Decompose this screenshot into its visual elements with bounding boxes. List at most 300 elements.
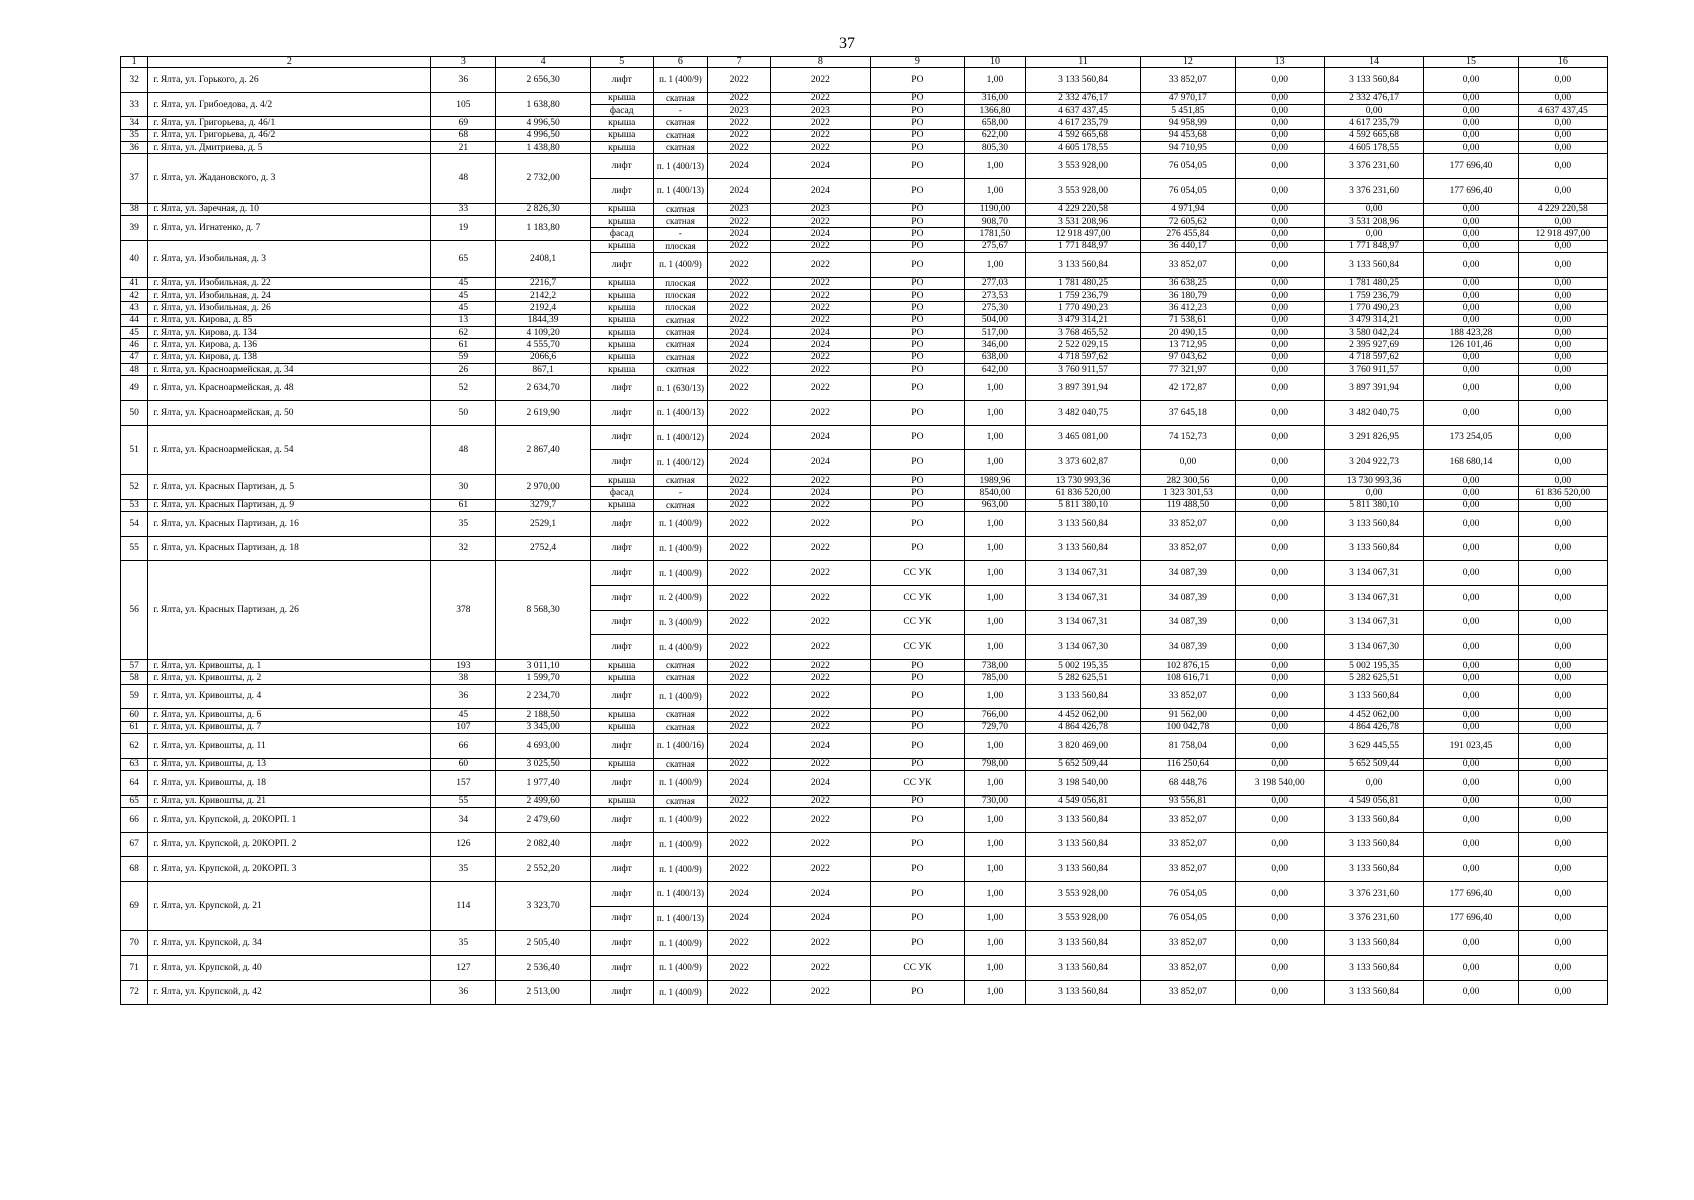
volume: 504,00 (965, 314, 1026, 326)
cost-item-14: 1 759 236,79 (1324, 289, 1424, 301)
volume: 658,00 (965, 117, 1026, 129)
total-cost: 3 133 560,84 (1025, 980, 1140, 1005)
volume: 1,00 (965, 832, 1026, 857)
row-number: 48 (121, 363, 148, 375)
year-end: 2022 (771, 857, 871, 882)
cost-item-12: 91 562,00 (1141, 709, 1235, 721)
building-area: 2066,6 (496, 351, 590, 363)
volume: 766,00 (965, 709, 1026, 721)
year-end: 2024 (771, 228, 871, 240)
volume: 1,00 (965, 450, 1026, 475)
year-start: 2022 (708, 758, 771, 770)
cell-col-3: 34 (431, 807, 496, 832)
cost-item-14: 1 781 480,25 (1324, 277, 1424, 289)
column-header: 4 (496, 57, 590, 68)
cost-item-12: 81 758,04 (1141, 733, 1235, 758)
row-number: 51 (121, 425, 148, 474)
year-start: 2024 (708, 487, 771, 499)
year-end: 2022 (771, 709, 871, 721)
cost-item-12: 33 852,07 (1141, 832, 1235, 857)
building-address: г. Ялта, ул. Крупской, д. 20КОРП. 1 (148, 807, 431, 832)
cost-item-12: 33 852,07 (1141, 252, 1235, 277)
work-detail: плоская (653, 302, 708, 314)
fund-method: РО (870, 129, 964, 141)
fund-method: РО (870, 376, 964, 401)
cell-col-3: 36 (431, 684, 496, 709)
cost-item-13: 0,00 (1235, 881, 1324, 906)
table-row (121, 807, 1608, 832)
table-row (121, 339, 1608, 351)
row-number: 69 (121, 881, 148, 930)
cost-item-16: 0,00 (1518, 178, 1607, 203)
year-start: 2022 (708, 474, 771, 486)
total-cost: 3 897 391,94 (1025, 376, 1140, 401)
column-header: 6 (653, 57, 708, 68)
volume: 738,00 (965, 659, 1026, 671)
cost-item-13: 0,00 (1235, 105, 1324, 117)
cost-item-16: 0,00 (1518, 931, 1607, 956)
cost-item-12: 36 412,23 (1141, 302, 1235, 314)
cell-col-3: 378 (431, 561, 496, 660)
cell-col-3: 45 (431, 277, 496, 289)
row-number: 40 (121, 240, 148, 277)
year-start: 2022 (708, 684, 771, 709)
cost-item-15: 0,00 (1424, 141, 1518, 153)
work-type: лифт (590, 684, 653, 709)
year-start: 2022 (708, 536, 771, 561)
volume: 1,00 (965, 68, 1026, 93)
building-address: г. Ялта, ул. Крупской, д. 21 (148, 881, 431, 930)
building-area: 2 634,70 (496, 376, 590, 401)
building-address: г. Ялта, ул. Кирова, д. 134 (148, 326, 431, 338)
cost-item-13: 0,00 (1235, 277, 1324, 289)
cost-item-13: 0,00 (1235, 474, 1324, 486)
cost-item-16: 0,00 (1518, 351, 1607, 363)
volume: 316,00 (965, 92, 1026, 104)
cost-item-12: 100 042,78 (1141, 721, 1235, 733)
repair-schedule-table (120, 56, 1608, 1005)
cost-item-16: 0,00 (1518, 659, 1607, 671)
fund-method: РО (870, 511, 964, 536)
year-end: 2022 (771, 807, 871, 832)
cost-item-15: 0,00 (1424, 511, 1518, 536)
fund-method: РО (870, 178, 964, 203)
building-area: 2 619,90 (496, 400, 590, 425)
cost-item-14: 3 531 208,96 (1324, 215, 1424, 227)
column-header: 15 (1424, 57, 1518, 68)
year-end: 2022 (771, 474, 871, 486)
work-detail: скатная (653, 339, 708, 351)
cost-item-15: 0,00 (1424, 92, 1518, 104)
volume: 1989,96 (965, 474, 1026, 486)
row-number: 72 (121, 980, 148, 1005)
cost-item-16: 0,00 (1518, 474, 1607, 486)
work-type: крыша (590, 240, 653, 252)
cost-item-14: 13 730 993,36 (1324, 474, 1424, 486)
cost-item-15: 0,00 (1424, 672, 1518, 684)
year-start: 2024 (708, 339, 771, 351)
cost-item-13: 0,00 (1235, 536, 1324, 561)
building-area: 3 025,50 (496, 758, 590, 770)
work-detail: п. 1 (400/9) (653, 684, 708, 709)
cost-item-14: 5 282 625,51 (1324, 672, 1424, 684)
work-detail: п. 1 (400/9) (653, 68, 708, 93)
cost-item-13: 0,00 (1235, 487, 1324, 499)
year-end: 2022 (771, 610, 871, 635)
cost-item-14: 3 482 040,75 (1324, 400, 1424, 425)
cost-item-15: 0,00 (1424, 832, 1518, 857)
cost-item-14: 3 133 560,84 (1324, 807, 1424, 832)
cost-item-13: 0,00 (1235, 659, 1324, 671)
fund-method: СС УК (870, 635, 964, 660)
work-detail: п. 1 (400/9) (653, 561, 708, 586)
work-type: крыша (590, 709, 653, 721)
cost-item-14: 3 133 560,84 (1324, 955, 1424, 980)
building-area: 3 345,00 (496, 721, 590, 733)
work-detail: плоская (653, 240, 708, 252)
cell-col-3: 114 (431, 881, 496, 930)
work-type: лифт (590, 252, 653, 277)
column-header: 14 (1324, 57, 1424, 68)
year-end: 2024 (771, 487, 871, 499)
fund-method: РО (870, 474, 964, 486)
cost-item-12: 13 712,95 (1141, 339, 1235, 351)
volume: 275,30 (965, 302, 1026, 314)
cost-item-16: 0,00 (1518, 376, 1607, 401)
work-type: лифт (590, 68, 653, 93)
cost-item-14: 4 617 235,79 (1324, 117, 1424, 129)
cost-item-12: 102 876,15 (1141, 659, 1235, 671)
row-number: 63 (121, 758, 148, 770)
year-start: 2022 (708, 499, 771, 511)
row-number: 54 (121, 511, 148, 536)
cost-item-15: 0,00 (1424, 277, 1518, 289)
building-address: г. Ялта, ул. Кривошты, д. 2 (148, 672, 431, 684)
cell-col-3: 55 (431, 795, 496, 807)
total-cost: 3 133 560,84 (1025, 536, 1140, 561)
year-end: 2022 (771, 931, 871, 956)
cost-item-12: 77 321,97 (1141, 363, 1235, 375)
building-address: г. Ялта, ул. Крупской, д. 20КОРП. 3 (148, 857, 431, 882)
cost-item-15: 0,00 (1424, 709, 1518, 721)
cost-item-12: 33 852,07 (1141, 931, 1235, 956)
cost-item-16: 0,00 (1518, 672, 1607, 684)
total-cost: 4 229 220,58 (1025, 203, 1140, 215)
row-number: 43 (121, 302, 148, 314)
volume: 730,00 (965, 795, 1026, 807)
work-type: крыша (590, 92, 653, 104)
cost-item-12: 72 605,62 (1141, 215, 1235, 227)
column-header: 16 (1518, 57, 1607, 68)
year-end: 2022 (771, 117, 871, 129)
work-detail: п. 1 (400/13) (653, 881, 708, 906)
building-address: г. Ялта, ул. Григорьева, д. 46/2 (148, 129, 431, 141)
total-cost: 5 002 195,35 (1025, 659, 1140, 671)
building-address: г. Ялта, ул. Крупской, д. 40 (148, 955, 431, 980)
cost-item-16: 0,00 (1518, 129, 1607, 141)
year-end: 2022 (771, 400, 871, 425)
work-type: фасад (590, 228, 653, 240)
fund-method: РО (870, 881, 964, 906)
fund-method: РО (870, 400, 964, 425)
cell-col-3: 61 (431, 499, 496, 511)
building-address: г. Ялта, ул. Кривошты, д. 13 (148, 758, 431, 770)
year-start: 2022 (708, 795, 771, 807)
fund-method: РО (870, 277, 964, 289)
cost-item-13: 0,00 (1235, 610, 1324, 635)
work-detail: п. 4 (400/9) (653, 635, 708, 660)
cell-col-3: 35 (431, 857, 496, 882)
building-address: г. Ялта, ул. Кирова, д. 136 (148, 339, 431, 351)
row-number: 46 (121, 339, 148, 351)
volume: 798,00 (965, 758, 1026, 770)
total-cost: 4 452 062,00 (1025, 709, 1140, 721)
cost-item-13: 0,00 (1235, 733, 1324, 758)
cost-item-14: 3 629 445,55 (1324, 733, 1424, 758)
cost-item-13: 0,00 (1235, 141, 1324, 153)
cost-item-15: 177 696,40 (1424, 178, 1518, 203)
year-start: 2022 (708, 363, 771, 375)
total-cost: 3 133 560,84 (1025, 832, 1140, 857)
cost-item-16: 0,00 (1518, 326, 1607, 338)
row-number: 55 (121, 536, 148, 561)
cost-item-15: 0,00 (1424, 228, 1518, 240)
cell-col-3: 69 (431, 117, 496, 129)
fund-method: РО (870, 105, 964, 117)
cost-item-16: 0,00 (1518, 68, 1607, 93)
year-start: 2022 (708, 215, 771, 227)
cost-item-12: 97 043,62 (1141, 351, 1235, 363)
year-start: 2024 (708, 770, 771, 795)
cost-item-14: 3 133 560,84 (1324, 980, 1424, 1005)
cell-col-3: 105 (431, 92, 496, 117)
volume: 805,30 (965, 141, 1026, 153)
cost-item-13: 0,00 (1235, 351, 1324, 363)
cost-item-14: 3 133 560,84 (1324, 68, 1424, 93)
row-number: 56 (121, 561, 148, 660)
table-row (121, 881, 1608, 906)
volume: 1,00 (965, 881, 1026, 906)
building-area: 2 188,50 (496, 709, 590, 721)
cost-item-16: 0,00 (1518, 499, 1607, 511)
cell-col-3: 52 (431, 376, 496, 401)
work-type: крыша (590, 129, 653, 141)
cost-item-16: 0,00 (1518, 314, 1607, 326)
work-type: крыша (590, 289, 653, 301)
year-end: 2022 (771, 955, 871, 980)
table-row (121, 795, 1608, 807)
cost-item-12: 93 556,81 (1141, 795, 1235, 807)
cost-item-16: 61 836 520,00 (1518, 487, 1607, 499)
cost-item-13: 0,00 (1235, 314, 1324, 326)
table-row (121, 536, 1608, 561)
cost-item-12: 36 638,25 (1141, 277, 1235, 289)
year-start: 2022 (708, 302, 771, 314)
row-number: 44 (121, 314, 148, 326)
cost-item-14: 3 134 067,31 (1324, 561, 1424, 586)
cost-item-13: 0,00 (1235, 931, 1324, 956)
year-start: 2022 (708, 561, 771, 586)
total-cost: 4 718 597,62 (1025, 351, 1140, 363)
cost-item-16: 0,00 (1518, 561, 1607, 586)
cost-item-13: 3 198 540,00 (1235, 770, 1324, 795)
cost-item-15: 0,00 (1424, 376, 1518, 401)
cost-item-15: 0,00 (1424, 955, 1518, 980)
cost-item-12: 282 300,56 (1141, 474, 1235, 486)
total-cost: 3 553 928,00 (1025, 154, 1140, 179)
cost-item-16: 4 637 437,45 (1518, 105, 1607, 117)
cost-item-12: 33 852,07 (1141, 980, 1235, 1005)
building-address: г. Ялта, ул. Красноармейская, д. 48 (148, 376, 431, 401)
work-type: крыша (590, 117, 653, 129)
row-number: 36 (121, 141, 148, 153)
cost-item-12: 119 488,50 (1141, 499, 1235, 511)
volume: 277,03 (965, 277, 1026, 289)
year-start: 2022 (708, 511, 771, 536)
work-detail: скатная (653, 203, 708, 215)
cost-item-13: 0,00 (1235, 721, 1324, 733)
table-row (121, 376, 1608, 401)
building-address: г. Ялта, ул. Крупской, д. 20КОРП. 2 (148, 832, 431, 857)
table-row (121, 672, 1608, 684)
total-cost: 5 811 380,10 (1025, 499, 1140, 511)
year-end: 2022 (771, 314, 871, 326)
work-type: лифт (590, 178, 653, 203)
cost-item-12: 34 087,39 (1141, 610, 1235, 635)
cost-item-13: 0,00 (1235, 68, 1324, 93)
work-type: лифт (590, 561, 653, 586)
volume: 1,00 (965, 770, 1026, 795)
row-number: 50 (121, 400, 148, 425)
column-header: 2 (148, 57, 431, 68)
cost-item-16: 0,00 (1518, 154, 1607, 179)
fund-method: РО (870, 240, 964, 252)
building-address: г. Ялта, ул. Григорьева, д. 46/1 (148, 117, 431, 129)
volume: 1,00 (965, 178, 1026, 203)
cost-item-12: 34 087,39 (1141, 561, 1235, 586)
work-type: лифт (590, 536, 653, 561)
year-start: 2022 (708, 92, 771, 104)
row-number: 60 (121, 709, 148, 721)
cost-item-14: 3 134 067,30 (1324, 635, 1424, 660)
year-end: 2024 (771, 178, 871, 203)
row-number: 35 (121, 129, 148, 141)
cost-item-15: 0,00 (1424, 770, 1518, 795)
cost-item-16: 0,00 (1518, 857, 1607, 882)
cost-item-15: 177 696,40 (1424, 906, 1518, 931)
year-end: 2022 (771, 832, 871, 857)
cost-item-14: 4 864 426,78 (1324, 721, 1424, 733)
work-type: лифт (590, 635, 653, 660)
year-start: 2022 (708, 400, 771, 425)
cost-item-16: 0,00 (1518, 770, 1607, 795)
cost-item-12: 33 852,07 (1141, 857, 1235, 882)
total-cost: 3 198 540,00 (1025, 770, 1140, 795)
work-type: лифт (590, 857, 653, 882)
cost-item-13: 0,00 (1235, 450, 1324, 475)
cost-item-13: 0,00 (1235, 585, 1324, 610)
cost-item-14: 1 770 490,23 (1324, 302, 1424, 314)
cost-item-14: 3 134 067,31 (1324, 610, 1424, 635)
fund-method: СС УК (870, 955, 964, 980)
table-row (121, 92, 1608, 104)
year-end: 2022 (771, 585, 871, 610)
fund-method: СС УК (870, 585, 964, 610)
total-cost: 3 465 081,00 (1025, 425, 1140, 450)
fund-method: РО (870, 339, 964, 351)
building-address: г. Ялта, ул. Кривошты, д. 7 (148, 721, 431, 733)
volume: 1,00 (965, 955, 1026, 980)
cost-item-12: 37 645,18 (1141, 400, 1235, 425)
total-cost: 3 768 465,52 (1025, 326, 1140, 338)
work-detail: скатная (653, 351, 708, 363)
cell-col-3: 65 (431, 240, 496, 277)
year-end: 2022 (771, 363, 871, 375)
work-type: фасад (590, 487, 653, 499)
row-number: 39 (121, 215, 148, 240)
row-number: 65 (121, 795, 148, 807)
building-area: 2216,7 (496, 277, 590, 289)
total-cost: 4 592 665,68 (1025, 129, 1140, 141)
fund-method: РО (870, 252, 964, 277)
total-cost: 3 133 560,84 (1025, 68, 1140, 93)
work-type: лифт (590, 154, 653, 179)
cost-item-15: 0,00 (1424, 203, 1518, 215)
row-number: 67 (121, 832, 148, 857)
fund-method: РО (870, 314, 964, 326)
cost-item-15: 0,00 (1424, 795, 1518, 807)
column-header: 11 (1025, 57, 1140, 68)
fund-method: РО (870, 931, 964, 956)
cost-item-16: 0,00 (1518, 240, 1607, 252)
cost-item-13: 0,00 (1235, 92, 1324, 104)
year-end: 2022 (771, 684, 871, 709)
building-area: 2752,4 (496, 536, 590, 561)
building-area: 2408,1 (496, 240, 590, 277)
building-address: г. Ялта, ул. Красных Партизан, д. 18 (148, 536, 431, 561)
year-start: 2022 (708, 141, 771, 153)
fund-method: РО (870, 721, 964, 733)
year-start: 2022 (708, 129, 771, 141)
cost-item-14: 3 133 560,84 (1324, 684, 1424, 709)
year-end: 2024 (771, 770, 871, 795)
year-end: 2022 (771, 351, 871, 363)
year-end: 2024 (771, 881, 871, 906)
cell-col-3: 45 (431, 709, 496, 721)
year-start: 2022 (708, 585, 771, 610)
building-area: 2 234,70 (496, 684, 590, 709)
cell-col-3: 45 (431, 302, 496, 314)
cost-item-14: 3 376 231,60 (1324, 178, 1424, 203)
building-area: 1 638,80 (496, 92, 590, 117)
cost-item-15: 173 254,05 (1424, 425, 1518, 450)
cost-item-12: 47 970,17 (1141, 92, 1235, 104)
table-row (121, 561, 1608, 586)
fund-method: РО (870, 672, 964, 684)
cost-item-16: 0,00 (1518, 117, 1607, 129)
building-address: г. Ялта, ул. Красных Партизан, д. 5 (148, 474, 431, 499)
work-type: крыша (590, 672, 653, 684)
year-end: 2024 (771, 326, 871, 338)
cost-item-13: 0,00 (1235, 339, 1324, 351)
building-address: г. Ялта, ул. Жадановского, д. 3 (148, 154, 431, 203)
column-header: 9 (870, 57, 964, 68)
volume: 1,00 (965, 252, 1026, 277)
table-row (121, 857, 1608, 882)
table-row (121, 277, 1608, 289)
fund-method: РО (870, 363, 964, 375)
cost-item-15: 0,00 (1424, 721, 1518, 733)
